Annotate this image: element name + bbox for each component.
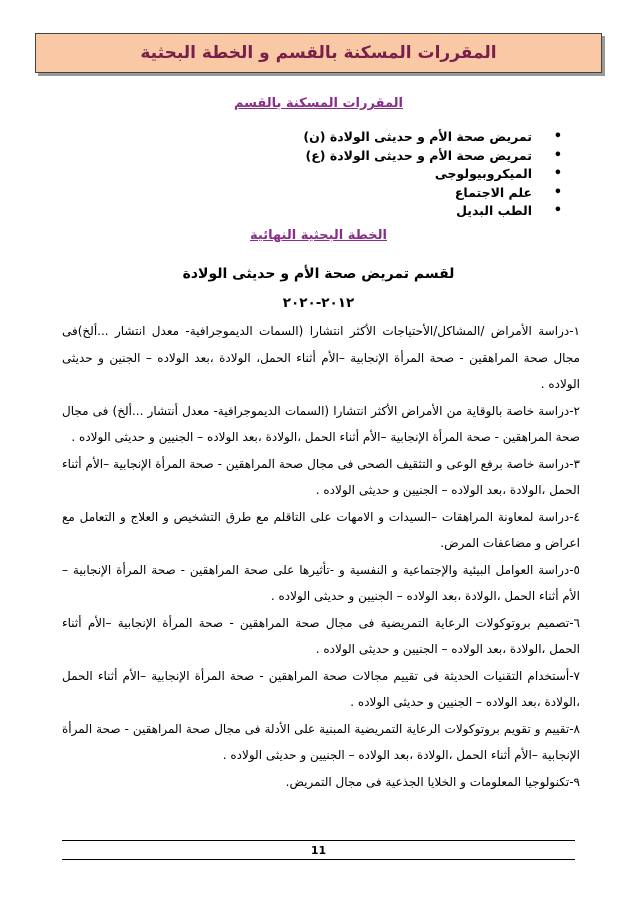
courses-list — [303, 128, 562, 221]
plan-item: ١-دراسة الأمراض /المشاكل/الأحتياجات الأكثر انتشارا (السمات الديموجرافية- معدل انتشار ...ألخ)فى مجال صحة المراهقين - صحة المرأة الإنجابية –الأم أثناء الحمل، الولادة ،بعد الولاده – الجنين و حديثى الولاده . — [62, 324, 580, 391]
bullet-icon: • — [553, 129, 562, 144]
courses-heading: المقررات المسكنة بالقسم — [233, 96, 403, 111]
plan-item: ٩-تكنولوجيا المعلومات و الخلايا الجذعية فى مجال التمريض. — [285, 774, 580, 789]
bullet-icon: • — [553, 203, 562, 218]
plan-item: ٨-تقييم و تقويم بروتوكولات الرعاية التمريضية المبنية على الأدلة فى مجال صحة المراهقين - صحة المرأة الإنجابية –الأم أثناء الحمل ،الولادة ،بعد الولاده – الجنيين و حديثى الولاده . — [62, 721, 580, 762]
footer-rule-top — [62, 840, 575, 841]
footer-rule-bottom — [62, 859, 575, 860]
department-line: لقسم تمريض صحة الأم و حديثى الولادة — [182, 266, 455, 282]
bullet-icon: • — [553, 147, 562, 163]
years-range: ٢٠١٢-٢٠٢٠ — [282, 295, 355, 311]
plan-heading: الخطة البحثية النهائية — [250, 228, 387, 243]
list-item: • علم الاجتماع — [303, 184, 532, 203]
list-item: • تمريض صحة الأم و حديثى الولادة (ع) — [303, 147, 532, 166]
plan-item: ٢-دراسة خاصة بالوقاية من الأمراض الأكثر انتشارا (السمات الديموجرافية- معدل أنتشار ...ألخ) فى مجال صحة المراهقين - صحة المرأة الإنجابية –الأم أثناء الحمل ،الولادة ،بعد الولاده – الجنيين و حديثى الولاده . — [62, 403, 580, 444]
plan-item: ٧-أستخدام التقنيات الحديثة فى تقييم مجالات صحة المراهقين - صحة المرأة الإنجابية –الأم أثناء الحمل ،الولادة ،بعد الولاده – الجنيين و حديثى الولاده . — [62, 668, 580, 709]
page-number: 11 — [310, 844, 327, 857]
list-item: • تمريض صحة الأم و حديثى الولادة (ن) — [303, 128, 532, 147]
list-item: • الطب البديل — [303, 202, 532, 221]
plan-item: ٦-تصميم بروتوكولات الرعاية التمريضية فى مجال صحة المراهقين - صحة المرأة الإنجابية –الأم أثناء الحمل ،الولادة ،بعد الولاده – الجنيين و حديثى الولاده . — [62, 615, 580, 656]
bullet-icon: • — [553, 184, 562, 200]
plan-item: ٤-دراسة لمعاونة المراهقات –السيدات و الامهات على التاقلم مع طرق التشخيص و العلاج و التعامل مع اعراض و مضاعفات المرض. — [62, 509, 580, 550]
plan-item: ٥-دراسة العوامل البيئية والإجتماعية و النفسية و -تأثيرها على صحة المراهقين - صحة المرأة الإنجابية – الأم أثناء الحمل ،الولادة ،بعد الولاده – الجنيين و حديثى الولاده . — [62, 562, 580, 603]
plan-item: ٣-دراسة خاصة برفع الوعى و التثقيف الصحى فى مجال صحة المراهقين - صحة المرأة الإنجابية –الأم أثناء الحمل ،الولادة ،بعد الولاده – الجنيين و حديثى الولاده . — [62, 456, 580, 497]
bullet-icon: • — [553, 166, 562, 181]
research-plan — [62, 318, 580, 795]
page-title: المقررات المسكنة بالقسم و الخطة البحثية — [35, 33, 602, 73]
list-item: • الميكروبيولوجى — [303, 165, 532, 184]
